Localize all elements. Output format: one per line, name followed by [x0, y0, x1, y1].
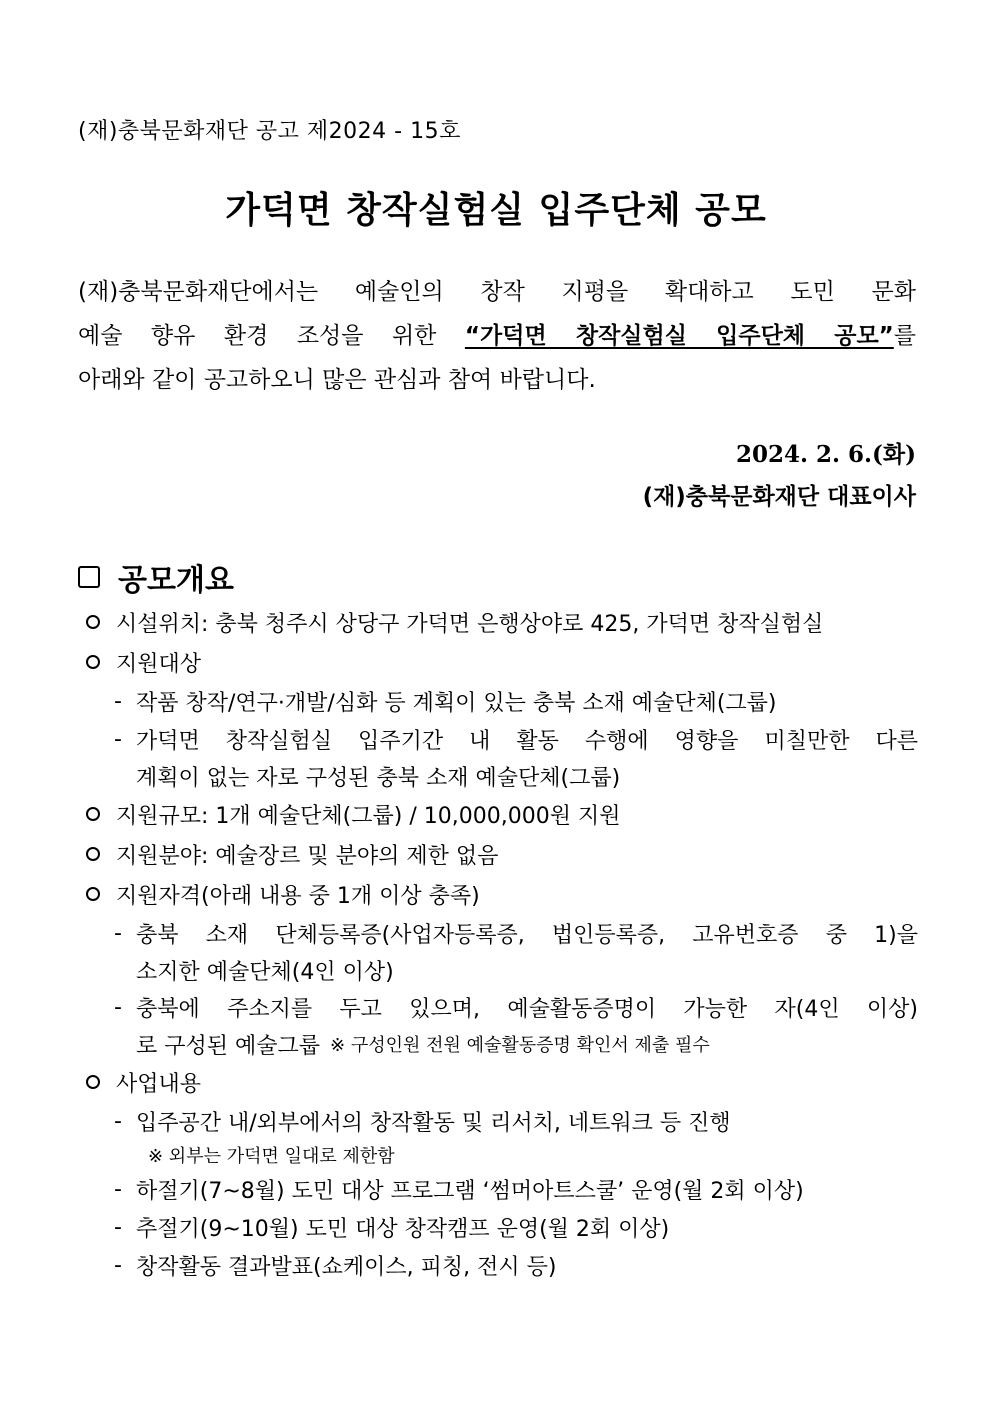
notice-date: 2024. 2. 6.(화) [735, 441, 916, 468]
note-text: ※ 외부는 가덕면 일대로 제한함 [148, 1146, 395, 1167]
dash-bullet: - [114, 688, 122, 714]
sub-item-text: 하절기(7~8월) 도민 대상 프로그램 ‘썸머아트스쿨’ 운영(월 2회 이상) [136, 1178, 804, 1204]
sub-item [86, 682, 918, 720]
target-label: 지원대상 [116, 651, 202, 677]
sub-item-text: 작품 창작/연구·개발/심화 등 계획이 있는 충북 소재 예술단체(그룹) [136, 690, 777, 716]
overview-list [86, 602, 918, 1284]
list-item [86, 602, 918, 642]
page-title: 가덕면 창작실험실 입주단체 공모 [225, 190, 767, 231]
list-item [86, 794, 918, 834]
sub-item-continuation [86, 952, 918, 988]
sub-item-text: 가덕면 창작실험실 입주기간 내 활동 수행에 영향을 미칠만한 다른 [136, 728, 918, 754]
dash-bullet: - [114, 920, 122, 946]
list-item [86, 834, 918, 874]
sub-item-text: 계획이 없는 자로 구성된 충북 소재 예술단체(그룹) [136, 765, 621, 791]
dash-bullet: - [114, 1108, 122, 1134]
eligibility-label: 지원자격(아래 내용 중 1개 이상 충족) [116, 883, 480, 909]
dash-bullet: - [114, 1252, 122, 1278]
sub-item [86, 1170, 918, 1208]
section-heading-label: 공모개요 [118, 563, 234, 598]
circle-bullet-icon [86, 847, 100, 861]
intro-text: 를 [893, 323, 916, 349]
sub-item [86, 914, 918, 952]
dash-bullet: - [114, 726, 122, 752]
notice-number: (재)충북문화재단 공고 제2024 - 15호 [78, 119, 461, 144]
sub-item-text: 소지한 예술단체(4인 이상) [136, 959, 394, 985]
sub-item-text: 충북에 주소지를 두고 있으며, 예술활동증명이 가능한 자(4인 이상) [136, 996, 918, 1022]
sub-item-continuation [86, 758, 918, 794]
intro-paragraph [78, 270, 916, 402]
sub-item-text: 창작활동 결과발표(쇼케이스, 피칭, 전시 등) [136, 1254, 557, 1280]
intro-line [78, 314, 916, 358]
sub-item-text: 로 구성된 예술그룹 [136, 1033, 321, 1059]
sub-item [86, 1208, 918, 1246]
circle-bullet-icon [86, 655, 100, 669]
circle-bullet-icon [86, 615, 100, 629]
scale-text: 지원규모: 1개 예술단체(그룹) / 10,000,000원 지원 [116, 803, 621, 829]
circle-bullet-icon [86, 1075, 100, 1089]
intro-line: (재)충북문화재단에서는 예술인의 창작 지평을 확대하고 도민 문화 [78, 279, 916, 305]
intro-text: 예술 향유 환경 조성을 위한 [78, 323, 465, 349]
sub-item-text: 충북 소재 단체등록증(사업자등록증, 법인등록증, 고유번호증 중 1)을 [136, 922, 918, 948]
list-item [86, 642, 918, 682]
dash-bullet: - [114, 1176, 122, 1202]
field-text: 지원분야: 예술장르 및 분야의 제한 없음 [116, 843, 499, 869]
checkbox-square-icon [78, 566, 100, 588]
signer: (재)충북문화재단 대표이사 [642, 484, 916, 510]
intro-line: 아래와 같이 공고하오니 많은 관심과 참여 바랍니다. [78, 367, 596, 393]
dash-bullet: - [114, 994, 122, 1020]
sub-item-text: 입주공간 내/외부에서의 창작활동 및 리서치, 네트워크 등 진행 [136, 1110, 731, 1136]
list-item [86, 1062, 918, 1102]
location-text: 시설위치: 충북 청주시 상당구 가덕면 은행상야로 425, 가덕면 창작실험실 [116, 611, 824, 637]
sub-item [86, 1102, 918, 1140]
circle-bullet-icon [86, 887, 100, 901]
sub-item [86, 720, 918, 758]
note-text: ※ 구성인원 전원 예술활동증명 확인서 제출 필수 [330, 1035, 710, 1056]
sub-item-continuation [86, 1026, 918, 1062]
sub-item-note [86, 1140, 918, 1170]
sub-item-text: 추절기(9~10월) 도민 대상 창작캠프 운영(월 2회 이상) [136, 1216, 670, 1242]
business-label: 사업내용 [116, 1071, 202, 1097]
contest-name-emphasis: “가덕면 창작실험실 입주단체 공모” [464, 323, 894, 349]
sub-item [86, 988, 918, 1026]
dash-bullet: - [114, 1214, 122, 1240]
section-heading [78, 555, 234, 599]
sub-item [86, 1246, 918, 1284]
list-item [86, 874, 918, 914]
circle-bullet-icon [86, 807, 100, 821]
